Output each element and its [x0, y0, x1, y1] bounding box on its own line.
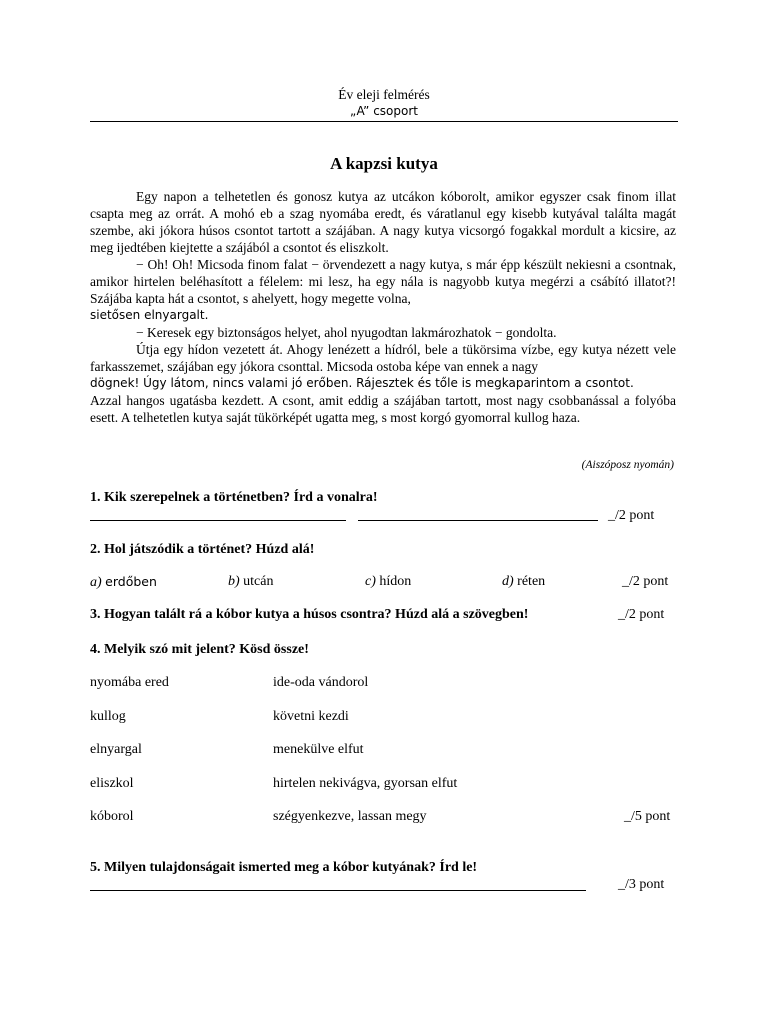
answer-line-1b[interactable] [358, 520, 598, 521]
question-2-points: _/2 pont [622, 574, 669, 589]
story-title: A kapzsi kutya [330, 154, 438, 173]
match-meaning-4[interactable]: hirtelen nekivágva, gyorsan elfut [273, 776, 458, 791]
story-text [90, 188, 676, 426]
answer-line-5[interactable] [90, 890, 586, 891]
story-source: (Aiszóposz nyomán) [581, 459, 674, 471]
story-paragraph-2: − Oh! Oh! Micsoda finom falat − örvendezett a nagy kutya, s már épp készült nekiesni a csontnak, amikor hirtelen beléhasított a félelem: mi lesz, ha egy nála is nagyobb kutya megérzi a csábító illatot?! Szájába kapta hát a csontot, s ahelyett, hogy megette volna, [90, 257, 676, 306]
story-paragraph-4-end: Azzal hangos ugatásba kezdett. A csont, amit eddig a szájában tartott, most nagy csobbanással a folyóba esett. A telhetetlen kutya saját tükörképét ugatta meg, s most korgó gyomorral kullog haza. [90, 393, 676, 425]
question-3-points: _/2 pont [618, 607, 665, 622]
header-title: Év eleji felmérés [338, 87, 430, 102]
question-1: 1. Kik szerepelnek a történetben? Írd a vonalra! [90, 490, 378, 505]
question-1-points: _/2 pont [608, 508, 655, 523]
match-word-5[interactable]: kóborol [90, 809, 134, 824]
header-divider [90, 121, 678, 122]
option-c[interactable]: c) hídon [365, 574, 412, 589]
question-5: 5. Milyen tulajdonságait ismerted meg a kóbor kutyának? Írd le! [90, 860, 478, 875]
match-word-4[interactable]: eliszkol [90, 776, 134, 791]
option-d[interactable]: d) réten [502, 574, 546, 589]
story-paragraph-4: Útja egy hídon vezetett át. Ahogy lenézett a hídról, bele a tükörsima vízbe, egy kutya nézett vele farkasszemet, szájában egy jókora csonttal. Micsoda ostoba képe van ennek a nagy [90, 342, 676, 374]
match-word-2[interactable]: kullog [90, 709, 126, 724]
match-word-3[interactable]: elnyargal [90, 742, 142, 757]
question-5-points: _/3 pont [618, 877, 665, 892]
option-b[interactable]: b) utcán [228, 574, 274, 589]
story-paragraph-2-tail: sietősen elnyargalt. [90, 308, 209, 322]
header-group: „A” csoport [350, 104, 418, 118]
question-4-points: _/5 pont [624, 809, 671, 824]
match-meaning-3[interactable]: menekülve elfut [273, 742, 364, 757]
match-word-1[interactable]: nyomába ered [90, 675, 169, 690]
worksheet-header [90, 86, 678, 120]
question-4: 4. Melyik szó mit jelent? Kösd össze! [90, 642, 309, 657]
match-meaning-5[interactable]: szégyenkezve, lassan megy [273, 809, 427, 824]
match-meaning-2[interactable]: követni kezdi [273, 709, 349, 724]
story-paragraph-4-middle: dögnek! Úgy látom, nincs valami jó erőben. Rájesztek és tőle is megkaparintom a csontot. [90, 376, 634, 390]
story-paragraph-3: − Keresek egy biztonságos helyet, ahol nyugodtan lakmározhatok − gondolta. [136, 325, 557, 340]
story-paragraph-1: Egy napon a telhetetlen és gonosz kutya az utcákon kóborolt, amikor egyszer csak finom illat csapta meg az orrát. A mohó eb a szag nyomába eredt, és váratlanul egy kisebb kutyával találta magát szembe, aki jókora húsos csontot tartott a szájában. A nagy kutya vicsorgó fogakkal mordult a kicsire, az meg ijedtében kiejtette a szájából a csontot és eliszkolt. [90, 189, 676, 255]
option-a[interactable]: a) erdőben [90, 574, 157, 590]
answer-line-1a[interactable] [90, 520, 346, 521]
question-2: 2. Hol játszódik a történet? Húzd alá! [90, 542, 315, 557]
question-3: 3. Hogyan talált rá a kóbor kutya a húsos csontra? Húzd alá a szövegben! [90, 607, 529, 622]
match-meaning-1[interactable]: ide-oda vándorol [273, 675, 369, 690]
